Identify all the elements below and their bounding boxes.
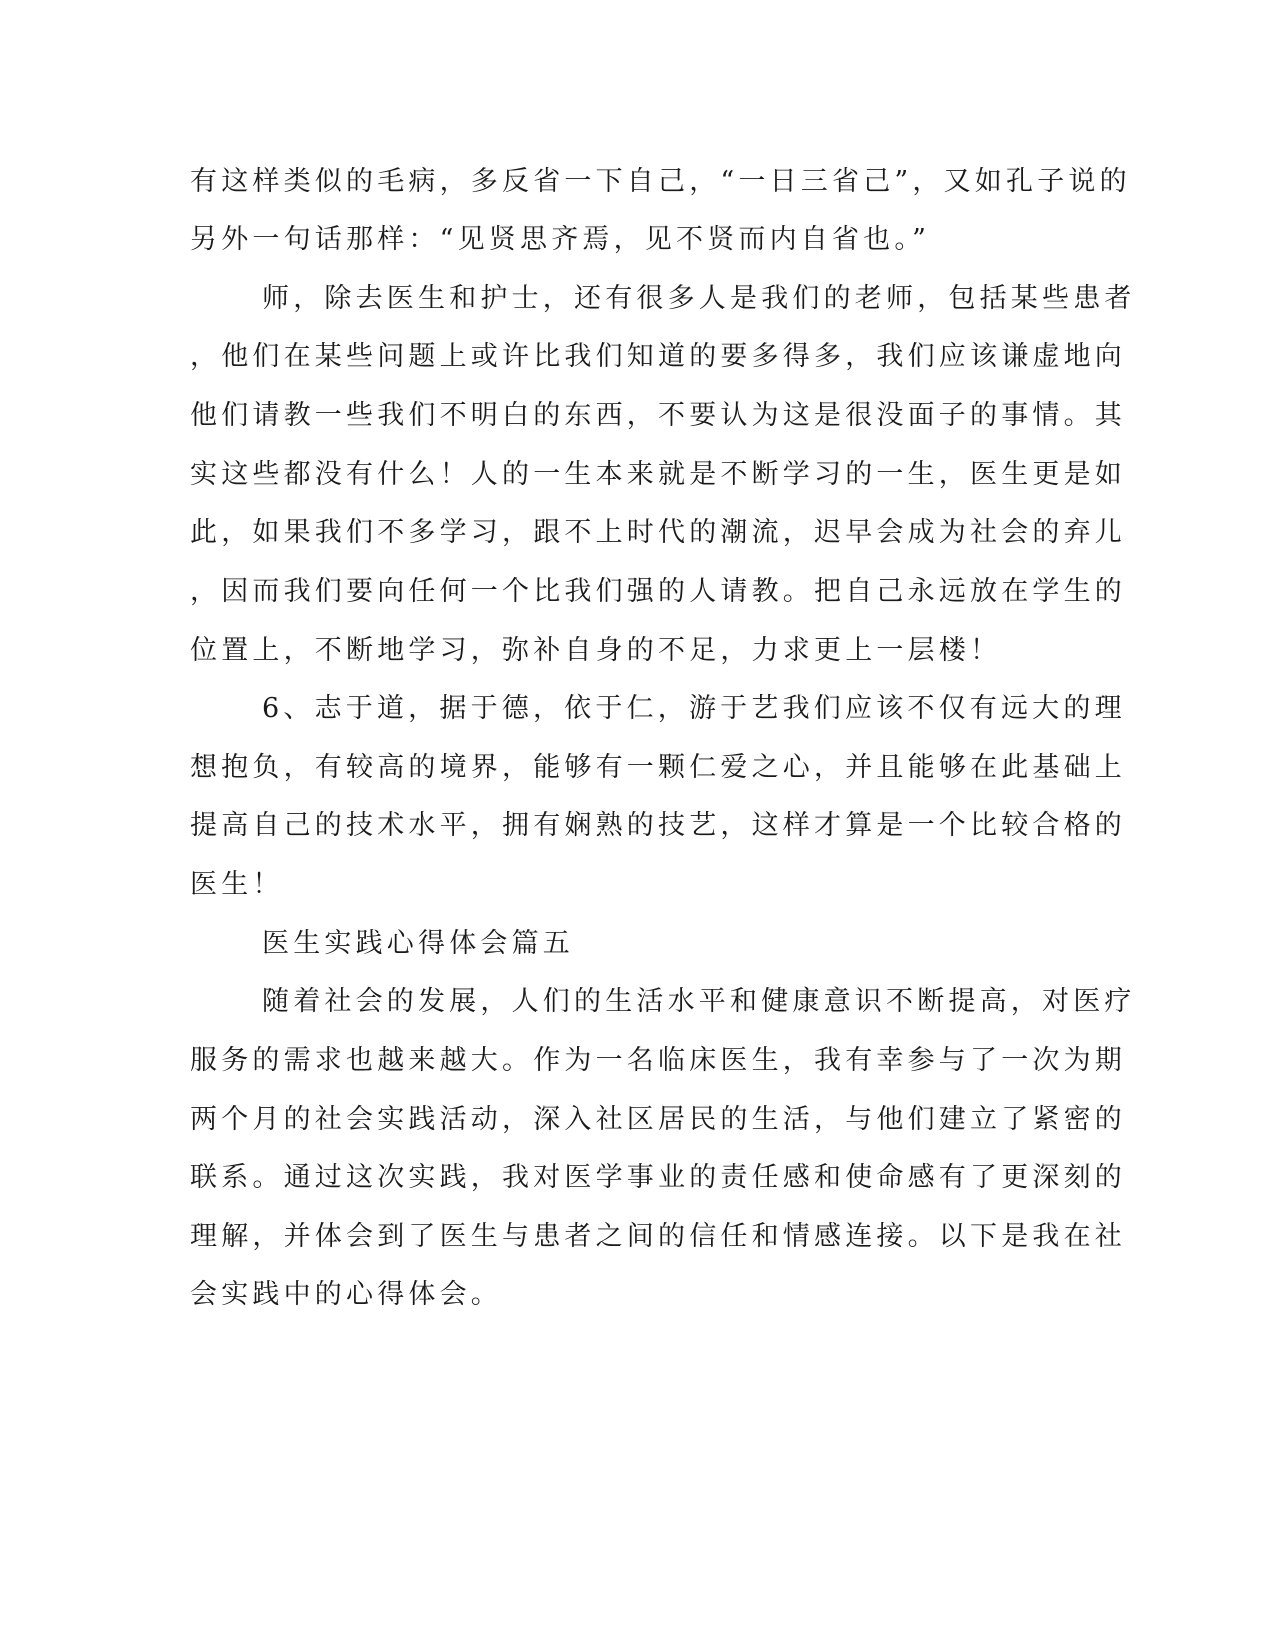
text-line: 随着社会的发展，人们的生活水平和健康意识不断提高，对医疗 — [262, 986, 1136, 1017]
text-line: 位置上，不断地学习，弥补自身的不足，力求更上一层楼！ — [190, 635, 1002, 666]
text-line: 理解，并体会到了医生与患者之间的信任和情感连接。以下是我在社 — [190, 1221, 1126, 1252]
text-line: 师，除去医生和护士，还有很多人是我们的老师，包括某些患者 — [262, 283, 1136, 314]
text-line: 联系。通过这次实践，我对医学事业的责任感和使命感有了更深刻的 — [190, 1162, 1126, 1193]
text-line: 此，如果我们不多学习，跟不上时代的潮流，迟早会成为社会的弃儿 — [190, 517, 1126, 548]
text-line: 实这些都没有什么！人的一生本来就是不断学习的一生，医生更是如 — [190, 459, 1126, 490]
text-line: 6、志于道，据于德，依于仁，游于艺我们应该不仅有远大的理 — [262, 693, 1126, 724]
text-line: 医生！ — [190, 869, 284, 900]
text-line: 想抱负，有较高的境界，能够有一颗仁爱之心，并且能够在此基础上 — [190, 752, 1126, 783]
section-heading: 医生实践心得体会篇五 — [262, 928, 574, 959]
text-line: 他们请教一些我们不明白的东西，不要认为这是很没面子的事情。其 — [190, 400, 1126, 431]
text-line: 提高自己的技术水平，拥有娴熟的技艺，这样才算是一个比较合格的 — [190, 810, 1126, 841]
text-line: ，他们在某些问题上或许比我们知道的要多得多，我们应该谦虚地向 — [190, 341, 1126, 372]
text-line: 另外一句话那样：“见贤思齐焉，见不贤而内自省也。” — [190, 224, 931, 255]
text-line: 有这样类似的毛病，多反省一下自己，“一日三省己”，又如孔子说的 — [190, 166, 1131, 197]
text-line: 服务的需求也越来越大。作为一名临床医生，我有幸参与了一次为期 — [190, 1045, 1126, 1076]
text-line: 两个月的社会实践活动，深入社区居民的生活，与他们建立了紧密的 — [190, 1104, 1126, 1135]
text-line: 会实践中的心得体会。 — [190, 1279, 502, 1310]
text-line: ，因而我们要向任何一个比我们强的人请教。把自己永远放在学生的 — [190, 576, 1126, 607]
